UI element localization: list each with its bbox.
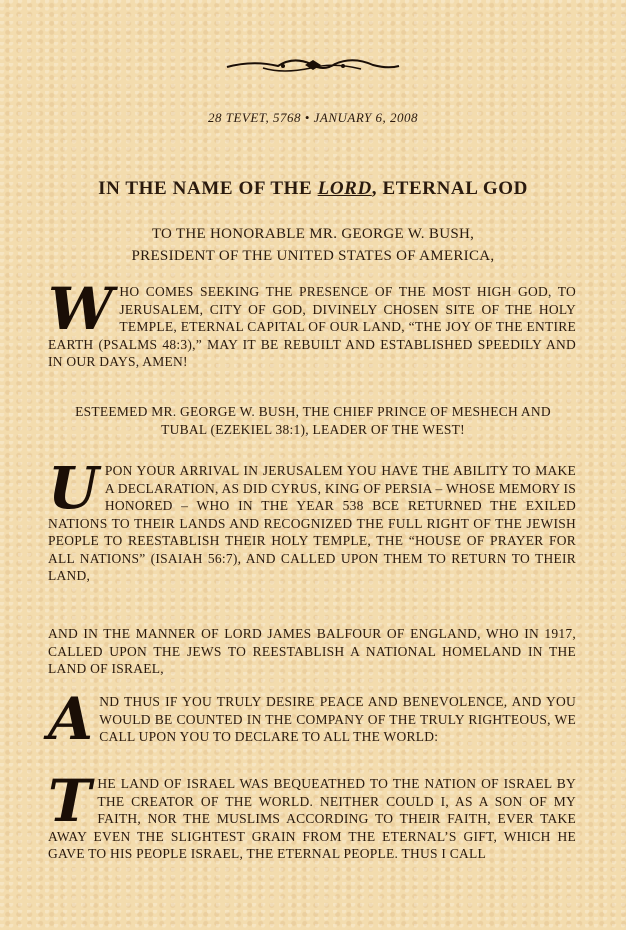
address-line-1: TO THE HONORABLE MR. GEORGE W. BUSH, (151, 226, 475, 242)
title-prefix: IN THE NAME OF THE (98, 178, 318, 199)
address-line-2: PRESIDENT OF THE UNITED STATES OF AMERICA, (131, 248, 495, 264)
paragraph-6 (48, 767, 576, 863)
page-title (0, 178, 626, 200)
title-lord: LORD (317, 178, 372, 199)
paragraph-4: AND IN THE MANNER OF LORD JAMES BALFOUR OF ENGLAND, WHO IN 1917, CALLED UPON THE JEWS TO REESTABLISH A NATIONAL HOMELAND IN THE LAND OF ISRAEL, (48, 626, 576, 676)
paragraph-1 (48, 275, 576, 371)
flourish-ornament-icon (223, 52, 403, 80)
date-line: 28 TEVET, 5768 • JANUARY 6, 2008 (207, 110, 419, 125)
paragraph-5-text: ND THUS IF YOU TRULY DESIRE PEACE AND BENEVOLENCE, AND YOU WOULD BE COUNTED IN THE COMPANY OF THE TRULY RIGHTEOUS, WE CALL UPON YOU TO DECLARE TO ALL THE WORLD: (99, 694, 576, 744)
dropcap-u: U (48, 454, 99, 522)
dropcap-a: A (48, 685, 94, 753)
paragraph-5 (48, 685, 576, 753)
paragraph-3-text: PON YOUR ARRIVAL IN JERUSALEM YOU HAVE THE ABILITY TO MAKE A DECLARATION, AS DID CYRUS, KING OF PERSIA – WHOSE MEMORY IS HONORED – WHO IN THE YEAR 538 BCE RETURNED THE EXILED NATIONS TO THEIR LANDS AND RECOGNIZED THE FULL RIGHT OF THE JEWISH PEOPLE TO REESTABLISH THEIR HOLY TEMPLE, THE “HOUSE OF PRAYER FOR ALL NATIONS” (ISAIAH 56:7), AND CALLED UPON THEM TO RETURN TO THEIR LAND, (48, 463, 576, 583)
dropcap-t: T (48, 767, 92, 835)
paragraph-2: ESTEEMED MR. GEORGE W. BUSH, THE CHIEF PRINCE OF MESHECH AND TUBAL (EZEKIEL 38:1), LEADER OF THE WEST! (75, 404, 551, 437)
address-block (40, 223, 586, 267)
dropcap-w: W (48, 275, 114, 343)
paragraph-3 (48, 454, 576, 585)
paragraph-6-text: HE LAND OF ISRAEL WAS BEQUEATHED TO THE NATION OF ISRAEL BY THE CREATOR OF THE WORLD. NEITHER COULD I, AS A SON OF MY FAITH, NOR THE MUSLIMS ACCORDING TO THEIR FAITH, EVER TAKE AWAY EVEN THE SLIGHTEST GRAIN FROM THE ETERNAL’S GIFT, WHICH HE GAVE TO HIS PEOPLE ISRAEL, THE ETERNAL PEOPLE. THUS I CALL (48, 776, 576, 861)
title-suffix: , ETERNAL GOD (371, 178, 528, 199)
paragraph-1-text: HO COMES SEEKING THE PRESENCE OF THE MOST HIGH GOD, TO JERUSALEM, CITY OF GOD, DIVINELY CHOSEN SITE OF THE HOLY TEMPLE, ETERNAL CAPITAL OF OUR LAND, “THE JOY OF THE ENTIRE EARTH (PSALMS 48:3),” MAY IT BE REBUILT AND ESTABLISHED SPEEDILY AND IN OUR DAYS, AMEN! (48, 284, 576, 369)
